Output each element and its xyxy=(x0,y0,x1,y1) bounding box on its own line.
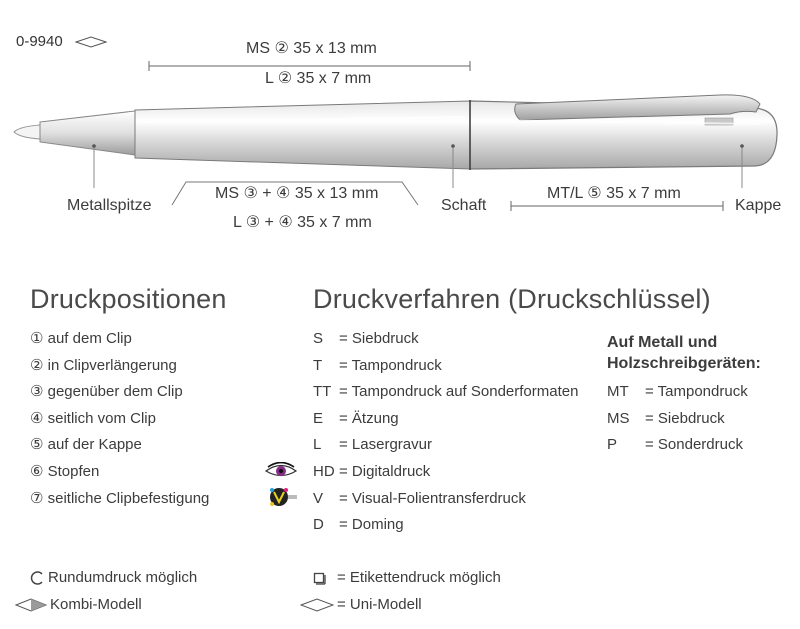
position-item: ① auf dem Clip xyxy=(30,330,132,347)
method-item: V = Visual-Folientransferdruck xyxy=(313,489,526,507)
metal-heading: Auf Metall und Holzschreibgeräten: xyxy=(607,334,761,372)
position-item: ② in Clipverlängerung xyxy=(30,356,177,374)
methods-list xyxy=(313,326,578,539)
positions-list xyxy=(30,326,209,512)
position-item: ⑥ Stopfen xyxy=(30,462,100,480)
article-number: 0-9940 xyxy=(16,33,63,50)
position-item: ⑤ auf der Kappe xyxy=(30,436,142,454)
metal-list xyxy=(607,379,748,459)
positions-heading: Druckpositionen xyxy=(30,284,227,314)
position-item: ③ gegenüber dem Clip xyxy=(30,383,183,401)
metal-item: P = Sonderdruck xyxy=(607,436,743,454)
method-item: S = Siebdruck xyxy=(313,330,419,347)
circle-outline-icon xyxy=(30,571,44,585)
legend-uni: = Uni-Modell xyxy=(337,596,422,613)
cap-dim: MT/L ⑤ 35 x 7 mm xyxy=(547,185,681,202)
eye-icon xyxy=(264,462,298,480)
label-kappe: Kappe xyxy=(735,197,782,214)
position-item: ⑦ seitliche Clipbefestigung xyxy=(30,489,210,507)
position-item: ④ seitlich vom Clip xyxy=(30,409,156,427)
label-metallspitze: Metallspitze xyxy=(67,197,152,214)
label-schaft: Schaft xyxy=(441,197,487,214)
legend-etikett: = Etikettendruck möglich xyxy=(337,569,501,586)
square-outline-icon xyxy=(313,572,326,585)
metal-item: MS = Siebdruck xyxy=(607,409,725,427)
method-item: D = Doming xyxy=(313,516,404,534)
methods-heading: Druckverfahren (Druckschlüssel) xyxy=(313,284,711,314)
shaft-dim-l: L ③ + ④ 35 x 7 mm xyxy=(233,214,372,231)
shaft-dim-ms: MS ③ + ④ 35 x 13 mm xyxy=(215,185,379,202)
method-item: E = Ätzung xyxy=(313,409,399,427)
legend-round: Rundumdruck möglich xyxy=(48,569,198,586)
method-item: T = Tampondruck xyxy=(313,356,442,374)
diamond-half-filled-icon xyxy=(15,598,47,612)
top-dim-ms: MS ② 35 x 13 mm xyxy=(246,40,377,57)
legend-kombi: Kombi-Modell xyxy=(50,596,142,613)
visual-transfer-icon xyxy=(268,485,298,509)
method-item: L = Lasergravur xyxy=(313,436,432,454)
method-item: HD = Digitaldruck xyxy=(313,462,431,480)
top-dim-l: L ② 35 x 7 mm xyxy=(265,70,372,87)
method-item: TT = Tampondruck auf Sonderformaten xyxy=(313,383,579,401)
metal-item: MT = Tampondruck xyxy=(607,383,748,400)
diamond-outline-icon xyxy=(300,598,334,612)
